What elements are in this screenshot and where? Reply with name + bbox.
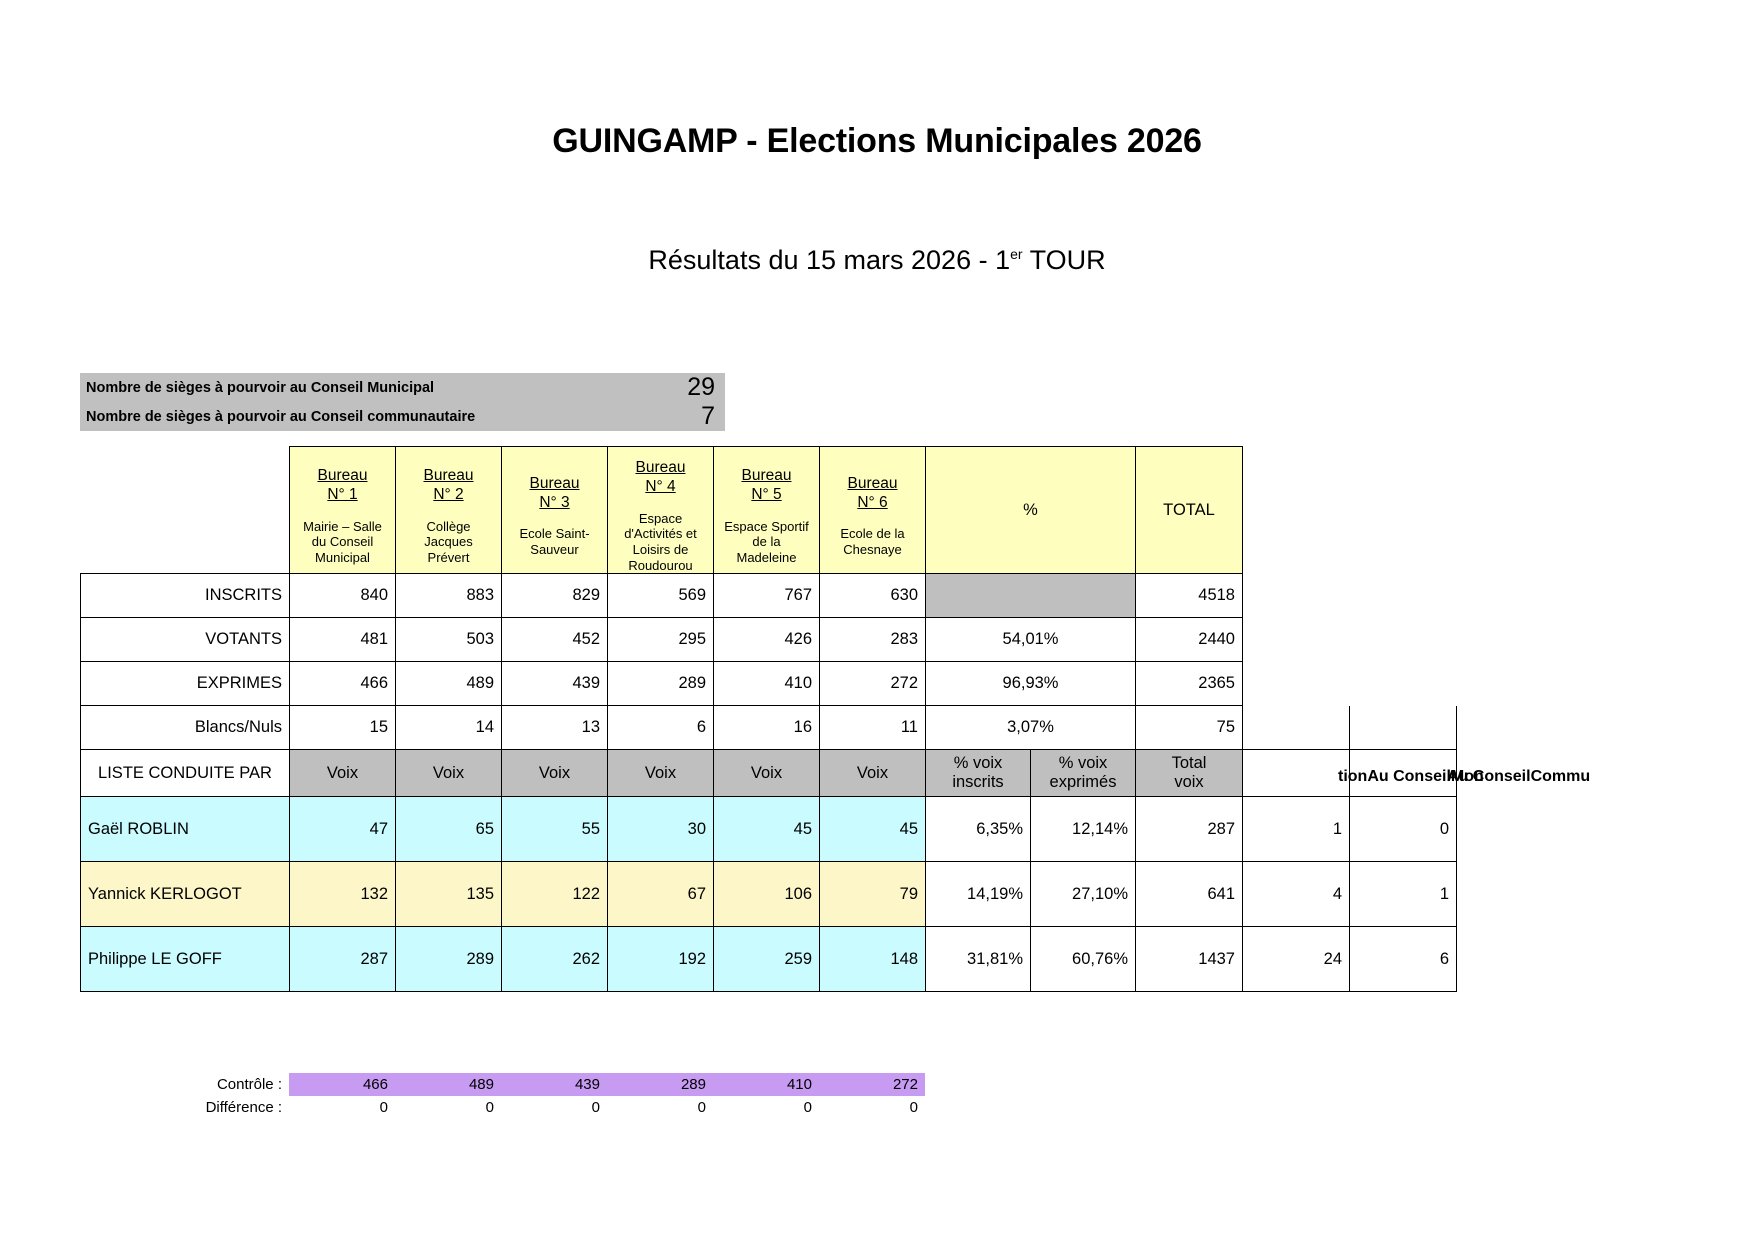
overflow-header-seats-communautaire: Au ConseilCommu bbox=[1447, 768, 1591, 785]
candidate-3-b3: 262 bbox=[502, 927, 608, 992]
difference-b4: 0 bbox=[697, 1099, 706, 1116]
candidate-3-b6: 148 bbox=[820, 927, 926, 992]
candidate-2-b2: 135 bbox=[396, 862, 502, 927]
table-row-votants bbox=[81, 618, 1457, 662]
seats-label-municipal: Nombre de sièges à pourvoir au Conseil Municipal bbox=[86, 379, 435, 396]
candidate-1-seats-municipal: 1 bbox=[1243, 797, 1350, 862]
candidate-2-pct-inscrits: 14,19% bbox=[926, 862, 1031, 927]
candidate-3-seats-communautaire: 6 bbox=[1350, 927, 1457, 992]
seats-summary-box bbox=[80, 373, 725, 431]
header-total-voix bbox=[1136, 750, 1243, 797]
bureau-1-location: Mairie – Salle du Conseil Municipal bbox=[303, 518, 382, 565]
seats-value-municipal: 29 bbox=[687, 373, 715, 401]
candidate-2-seats-communautaire: 1 bbox=[1350, 862, 1457, 927]
pct-inscrits-line2: inscrits bbox=[952, 773, 1004, 792]
candidate-name-1: Gaël ROBLIN bbox=[81, 797, 290, 862]
row-label-votants: VOTANTS bbox=[81, 618, 290, 662]
blancs-b1: 15 bbox=[290, 706, 396, 750]
exprimes-b3: 439 bbox=[502, 662, 608, 706]
candidate-2-pct-exprimes: 27,10% bbox=[1031, 862, 1136, 927]
inscrits-pct bbox=[926, 574, 1136, 618]
candidate-3-total-voix: 1437 bbox=[1136, 927, 1243, 992]
exprimes-b5: 410 bbox=[714, 662, 820, 706]
results-table bbox=[80, 446, 1457, 992]
bureau-5-name: Bureau bbox=[741, 466, 792, 484]
liste-conduite-par-label: LISTE CONDUITE PAR bbox=[81, 750, 290, 797]
row-label-inscrits: INSCRITS bbox=[81, 574, 290, 618]
votants-b2: 503 bbox=[396, 618, 502, 662]
inscrits-spacer-2 bbox=[1350, 574, 1457, 618]
header-pct-voix-exprimes bbox=[1031, 750, 1136, 797]
candidate-2-b1: 132 bbox=[290, 862, 396, 927]
row-label-blancs-nuls: Blancs/Nuls bbox=[81, 706, 290, 750]
difference-row bbox=[80, 1096, 925, 1119]
candidate-3-b1: 287 bbox=[290, 927, 396, 992]
candidate-3-b4: 192 bbox=[608, 927, 714, 992]
votants-b3: 452 bbox=[502, 618, 608, 662]
exprimes-b1: 466 bbox=[290, 662, 396, 706]
header-total: TOTAL bbox=[1136, 447, 1243, 574]
candidate-3-pct-exprimes: 60,76% bbox=[1031, 927, 1136, 992]
table-row-candidate bbox=[81, 862, 1457, 927]
candidate-3-b2: 289 bbox=[396, 927, 502, 992]
header-seats-municipal bbox=[1243, 750, 1350, 797]
votants-b5: 426 bbox=[714, 618, 820, 662]
bureau-5-location: Espace Sportif de la Madeleine bbox=[724, 518, 809, 565]
candidate-2-total-voix: 641 bbox=[1136, 862, 1243, 927]
inscrits-b5: 767 bbox=[714, 574, 820, 618]
candidate-1-b6: 45 bbox=[820, 797, 926, 862]
difference-b2: 0 bbox=[485, 1099, 494, 1116]
page-subtitle bbox=[0, 245, 1754, 276]
table-row-inscrits bbox=[81, 574, 1457, 618]
blancs-b4: 6 bbox=[608, 706, 714, 750]
difference-b3: 0 bbox=[591, 1099, 600, 1116]
candidate-name-3: Philippe LE GOFF bbox=[81, 927, 290, 992]
blancs-b6: 11 bbox=[820, 706, 926, 750]
bureau-6-num: N° 6 bbox=[857, 493, 888, 511]
exprimes-b2: 489 bbox=[396, 662, 502, 706]
controle-b6: 272 bbox=[819, 1073, 925, 1096]
header-pct-voix-inscrits bbox=[926, 750, 1031, 797]
pct-exprimes-line1: % voix bbox=[1058, 754, 1108, 773]
bureau-1-title bbox=[297, 467, 388, 505]
candidate-name-2: Yannick KERLOGOT bbox=[81, 862, 290, 927]
blancs-b3: 13 bbox=[502, 706, 608, 750]
bureau-3-location: Ecole Saint-Sauveur bbox=[519, 526, 590, 557]
candidate-2-b4: 67 bbox=[608, 862, 714, 927]
votants-pct: 54,01% bbox=[926, 618, 1136, 662]
candidate-1-pct-exprimes: 12,14% bbox=[1031, 797, 1136, 862]
bureau-5-num: N° 5 bbox=[751, 485, 782, 503]
voix-header-b4: Voix bbox=[608, 750, 714, 797]
bureau-3-title bbox=[509, 475, 600, 513]
bureau-6-name: Bureau bbox=[847, 474, 898, 492]
bureau-5-title bbox=[721, 467, 812, 505]
difference-b1: 0 bbox=[379, 1099, 388, 1116]
control-row bbox=[80, 1073, 925, 1096]
controle-b3: 439 bbox=[501, 1073, 607, 1096]
bureau-4-title bbox=[615, 459, 706, 497]
votants-spacer-2 bbox=[1350, 618, 1457, 662]
candidate-2-b3: 122 bbox=[502, 862, 608, 927]
difference-b6: 0 bbox=[909, 1099, 918, 1116]
table-header-row bbox=[81, 447, 1457, 574]
voix-header-b1: Voix bbox=[290, 750, 396, 797]
votants-total: 2440 bbox=[1136, 618, 1243, 662]
controle-b4: 289 bbox=[607, 1073, 713, 1096]
inscrits-total: 4518 bbox=[1136, 574, 1243, 618]
subtitle-main: Résultats du 15 mars 2026 - 1 bbox=[648, 245, 1011, 275]
candidate-1-b4: 30 bbox=[608, 797, 714, 862]
bureau-2-title bbox=[403, 467, 494, 505]
subtitle-end: TOUR bbox=[1022, 245, 1106, 275]
bureau-2-location: Collège Jacques Prévert bbox=[424, 518, 473, 565]
candidate-1-b3: 55 bbox=[502, 797, 608, 862]
header-spacer-2 bbox=[1350, 447, 1457, 574]
candidate-3-b5: 259 bbox=[714, 927, 820, 992]
control-footer-table bbox=[80, 1073, 925, 1119]
pct-inscrits-line1: % voix bbox=[953, 754, 1003, 773]
table-row-candidate bbox=[81, 797, 1457, 862]
page-title: GUINGAMP - Elections Municipales 2026 bbox=[552, 122, 1202, 160]
bureau-4-name: Bureau bbox=[635, 459, 686, 476]
candidate-2-b6: 79 bbox=[820, 862, 926, 927]
table-row-blancs-nuls bbox=[81, 706, 1457, 750]
exprimes-b4: 289 bbox=[608, 662, 714, 706]
votants-b4: 295 bbox=[608, 618, 714, 662]
row-label-exprimes: EXPRIMES bbox=[81, 662, 290, 706]
header-bureau-2 bbox=[396, 447, 502, 574]
inscrits-b2: 883 bbox=[396, 574, 502, 618]
votants-spacer-1 bbox=[1243, 618, 1350, 662]
seats-label-communautaire: Nombre de sièges à pourvoir au Conseil communautaire bbox=[86, 408, 476, 425]
inscrits-b6: 630 bbox=[820, 574, 926, 618]
inscrits-b1: 840 bbox=[290, 574, 396, 618]
header-bureau-4 bbox=[608, 447, 714, 574]
candidate-1-b5: 45 bbox=[714, 797, 820, 862]
candidate-3-seats-municipal: 24 bbox=[1243, 927, 1350, 992]
header-bureau-3 bbox=[502, 447, 608, 574]
bureau-4-location: Espace d'Activités et Loisirs de Roudourou bbox=[624, 510, 697, 573]
controle-label: Contrôle : bbox=[216, 1076, 282, 1093]
voix-header-b5: Voix bbox=[714, 750, 820, 797]
seats-row-municipal bbox=[80, 373, 725, 402]
header-bureau-5 bbox=[714, 447, 820, 574]
candidate-2-seats-municipal: 4 bbox=[1243, 862, 1350, 927]
candidate-1-b2: 65 bbox=[396, 797, 502, 862]
blancs-seat-municipal-empty bbox=[1243, 706, 1350, 750]
candidate-1-b1: 47 bbox=[290, 797, 396, 862]
bureau-3-name: Bureau bbox=[529, 474, 580, 492]
header-corner-empty bbox=[81, 447, 290, 574]
exprimes-total: 2365 bbox=[1136, 662, 1243, 706]
exprimes-spacer-1 bbox=[1243, 662, 1350, 706]
exprimes-pct: 96,93% bbox=[926, 662, 1136, 706]
blancs-seat-communautaire-empty bbox=[1350, 706, 1457, 750]
header-bureau-6 bbox=[820, 447, 926, 574]
votants-b1: 481 bbox=[290, 618, 396, 662]
bureau-4-num: N° 4 bbox=[645, 477, 676, 495]
seats-value-communautaire: 7 bbox=[701, 402, 715, 430]
header-percent: % bbox=[926, 447, 1136, 574]
table-row-exprimes bbox=[81, 662, 1457, 706]
blancs-b5: 16 bbox=[714, 706, 820, 750]
total-voix-line2: voix bbox=[1174, 773, 1204, 792]
seats-row-communautaire bbox=[80, 402, 725, 431]
candidate-1-pct-inscrits: 6,35% bbox=[926, 797, 1031, 862]
difference-label: Différence : bbox=[205, 1099, 282, 1116]
candidate-1-seats-communautaire: 0 bbox=[1350, 797, 1457, 862]
blancs-pct: 3,07% bbox=[926, 706, 1136, 750]
voix-header-b3: Voix bbox=[502, 750, 608, 797]
inscrits-b3: 829 bbox=[502, 574, 608, 618]
candidate-1-total-voix: 287 bbox=[1136, 797, 1243, 862]
table-row-liste-header bbox=[81, 750, 1457, 797]
candidate-3-pct-inscrits: 31,81% bbox=[926, 927, 1031, 992]
controle-b5: 410 bbox=[713, 1073, 819, 1096]
voix-header-b6: Voix bbox=[820, 750, 926, 797]
bureau-2-name: Bureau bbox=[423, 466, 474, 484]
exprimes-spacer-2 bbox=[1350, 662, 1457, 706]
bureau-1-name: Bureau bbox=[317, 466, 368, 484]
bureau-3-num: N° 3 bbox=[539, 493, 570, 511]
bureau-2-num: N° 2 bbox=[433, 485, 464, 503]
header-bureau-1 bbox=[290, 447, 396, 574]
blancs-b2: 14 bbox=[396, 706, 502, 750]
votants-b6: 283 bbox=[820, 618, 926, 662]
controle-b1: 466 bbox=[289, 1073, 395, 1096]
controle-b2: 489 bbox=[395, 1073, 501, 1096]
overflow-header-seats-municipal: tionAu ConseilMon bbox=[1338, 768, 1484, 785]
pct-exprimes-line2: exprimés bbox=[1049, 773, 1117, 792]
candidate-2-b5: 106 bbox=[714, 862, 820, 927]
blancs-total: 75 bbox=[1136, 706, 1243, 750]
exprimes-b6: 272 bbox=[820, 662, 926, 706]
voix-header-b2: Voix bbox=[396, 750, 502, 797]
bureau-1-num: N° 1 bbox=[327, 485, 358, 503]
bureau-6-location: Ecole de la Chesnaye bbox=[840, 526, 905, 557]
bureau-6-title bbox=[827, 475, 918, 513]
total-voix-line1: Total bbox=[1171, 754, 1207, 773]
difference-b5: 0 bbox=[803, 1099, 812, 1116]
subtitle-ordinal: er bbox=[1010, 246, 1023, 262]
header-spacer-1 bbox=[1243, 447, 1350, 574]
table-row-candidate bbox=[81, 927, 1457, 992]
inscrits-spacer-1 bbox=[1243, 574, 1350, 618]
inscrits-b4: 569 bbox=[608, 574, 714, 618]
